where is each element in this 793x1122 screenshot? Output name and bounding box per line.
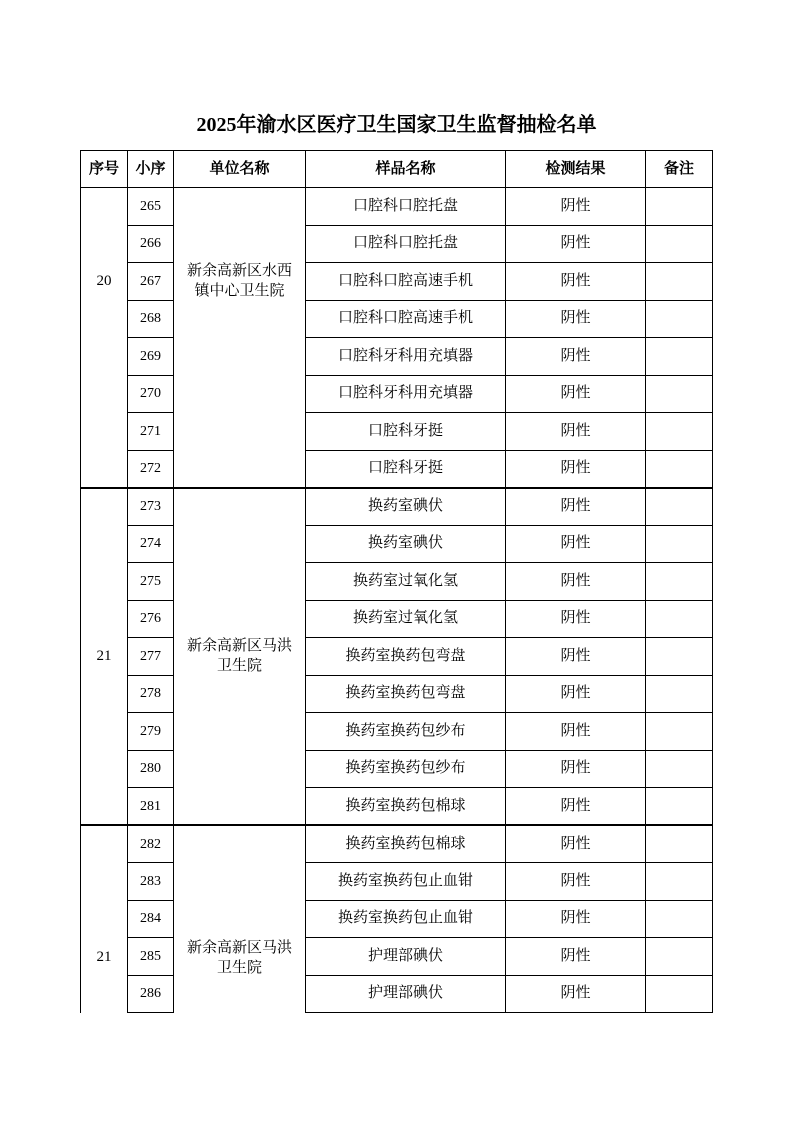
remarks-cell xyxy=(646,750,713,788)
document-title: 2025年渝水区医疗卫生国家卫生监督抽检名单 xyxy=(196,114,597,136)
sample-name-cell: 口腔科牙挺 xyxy=(306,450,506,488)
remarks-cell xyxy=(646,975,713,1013)
remarks-cell xyxy=(646,375,713,413)
test-result-cell: 阴性 xyxy=(506,188,646,226)
remarks-cell xyxy=(646,300,713,338)
remarks-cell xyxy=(646,600,713,638)
sub-seq-cell: 268 xyxy=(128,300,174,338)
remarks-cell xyxy=(646,675,713,713)
table-row xyxy=(81,825,713,863)
sample-name-cell: 换药室换药包棉球 xyxy=(306,825,506,863)
sub-seq-cell: 275 xyxy=(128,563,174,601)
header-seq: 序号 xyxy=(81,151,128,188)
sub-seq-cell: 284 xyxy=(128,900,174,938)
sub-seq-cell: 281 xyxy=(128,788,174,826)
remarks-cell xyxy=(646,713,713,751)
unit-name: 新余高新区马洪卫生院 xyxy=(186,940,292,976)
sample-name-cell: 口腔科牙挺 xyxy=(306,413,506,451)
remarks-cell xyxy=(646,788,713,826)
sample-name-cell: 护理部碘伏 xyxy=(306,938,506,976)
sub-seq-cell: 267 xyxy=(128,263,174,301)
remarks-cell xyxy=(646,450,713,488)
unit-name: 新余高新区水西镇中心卫生院 xyxy=(186,263,292,299)
test-result-cell: 阴性 xyxy=(506,975,646,1013)
sample-name-cell: 换药室换药包棉球 xyxy=(306,788,506,826)
sample-name-cell: 口腔科口腔高速手机 xyxy=(306,300,506,338)
remarks-cell xyxy=(646,413,713,451)
sample-name-cell: 护理部碘伏 xyxy=(306,975,506,1013)
remarks-cell xyxy=(646,825,713,863)
table-row xyxy=(81,188,713,226)
sub-seq-cell: 280 xyxy=(128,750,174,788)
header-test-result: 检测结果 xyxy=(506,151,646,188)
sample-name-cell: 换药室换药包纱布 xyxy=(306,713,506,751)
sample-name-cell: 口腔科牙科用充填器 xyxy=(306,338,506,376)
seq-cell: 21 xyxy=(81,825,128,1013)
sub-seq-cell: 283 xyxy=(128,863,174,901)
test-result-cell: 阴性 xyxy=(506,713,646,751)
table-body xyxy=(81,188,713,1013)
header-row xyxy=(81,151,713,188)
sample-name-cell: 口腔科口腔高速手机 xyxy=(306,263,506,301)
unit-name: 新余高新区马洪卫生院 xyxy=(186,638,292,675)
header-sample-name: 样品名称 xyxy=(306,151,506,188)
remarks-cell xyxy=(646,563,713,601)
table-header xyxy=(81,151,713,188)
test-result-cell: 阴性 xyxy=(506,638,646,676)
test-result-cell: 阴性 xyxy=(506,900,646,938)
test-result-cell: 阴性 xyxy=(506,675,646,713)
sample-name-cell: 换药室换药包止血钳 xyxy=(306,863,506,901)
header-unit-name: 单位名称 xyxy=(174,151,306,188)
remarks-cell xyxy=(646,638,713,676)
unit-cell xyxy=(174,825,306,1013)
sample-name-cell: 换药室换药包弯盘 xyxy=(306,638,506,676)
test-result-cell: 阴性 xyxy=(506,788,646,826)
unit-cell xyxy=(174,188,306,488)
sub-seq-cell: 265 xyxy=(128,188,174,226)
sub-seq-cell: 282 xyxy=(128,825,174,863)
remarks-cell xyxy=(646,863,713,901)
sample-name-cell: 换药室碘伏 xyxy=(306,488,506,526)
test-result-cell: 阴性 xyxy=(506,300,646,338)
test-result-cell: 阴性 xyxy=(506,375,646,413)
sample-name-cell: 口腔科牙科用充填器 xyxy=(306,375,506,413)
test-result-cell: 阴性 xyxy=(506,863,646,901)
sub-seq-cell: 266 xyxy=(128,225,174,263)
sub-seq-cell: 277 xyxy=(128,638,174,676)
remarks-cell xyxy=(646,488,713,526)
sample-name-cell: 换药室碘伏 xyxy=(306,525,506,563)
sub-seq-cell: 273 xyxy=(128,488,174,526)
test-result-cell: 阴性 xyxy=(506,750,646,788)
test-result-cell: 阴性 xyxy=(506,600,646,638)
sample-name-cell: 换药室换药包纱布 xyxy=(306,750,506,788)
sub-seq-cell: 272 xyxy=(128,450,174,488)
remarks-cell xyxy=(646,188,713,226)
sub-seq-cell: 286 xyxy=(128,975,174,1013)
table-row xyxy=(81,488,713,526)
header-remarks: 备注 xyxy=(646,151,713,188)
sample-name-cell: 换药室过氧化氢 xyxy=(306,600,506,638)
remarks-cell xyxy=(646,225,713,263)
sub-seq-cell: 276 xyxy=(128,600,174,638)
test-result-cell: 阴性 xyxy=(506,263,646,301)
sub-seq-cell: 279 xyxy=(128,713,174,751)
test-result-cell: 阴性 xyxy=(506,413,646,451)
remarks-cell xyxy=(646,938,713,976)
remarks-cell xyxy=(646,525,713,563)
remarks-cell xyxy=(646,263,713,301)
test-result-cell: 阴性 xyxy=(506,825,646,863)
sub-seq-cell: 274 xyxy=(128,525,174,563)
sub-seq-cell: 271 xyxy=(128,413,174,451)
remarks-cell xyxy=(646,900,713,938)
header-sub-seq: 小序 xyxy=(128,151,174,188)
sample-name-cell: 口腔科口腔托盘 xyxy=(306,188,506,226)
remarks-cell xyxy=(646,338,713,376)
seq-cell: 20 xyxy=(81,188,128,488)
sample-name-cell: 换药室过氧化氢 xyxy=(306,563,506,601)
test-result-cell: 阴性 xyxy=(506,938,646,976)
test-result-cell: 阴性 xyxy=(506,450,646,488)
unit-cell xyxy=(174,488,306,826)
test-result-cell: 阴性 xyxy=(506,563,646,601)
test-result-cell: 阴性 xyxy=(506,338,646,376)
sample-name-cell: 换药室换药包弯盘 xyxy=(306,675,506,713)
sub-seq-cell: 270 xyxy=(128,375,174,413)
sub-seq-cell: 278 xyxy=(128,675,174,713)
seq-cell: 21 xyxy=(81,488,128,826)
test-result-cell: 阴性 xyxy=(506,488,646,526)
sample-name-cell: 口腔科口腔托盘 xyxy=(306,225,506,263)
test-result-cell: 阴性 xyxy=(506,225,646,263)
inspection-table xyxy=(80,150,713,1013)
test-result-cell: 阴性 xyxy=(506,525,646,563)
sub-seq-cell: 285 xyxy=(128,938,174,976)
sample-name-cell: 换药室换药包止血钳 xyxy=(306,900,506,938)
sub-seq-cell: 269 xyxy=(128,338,174,376)
